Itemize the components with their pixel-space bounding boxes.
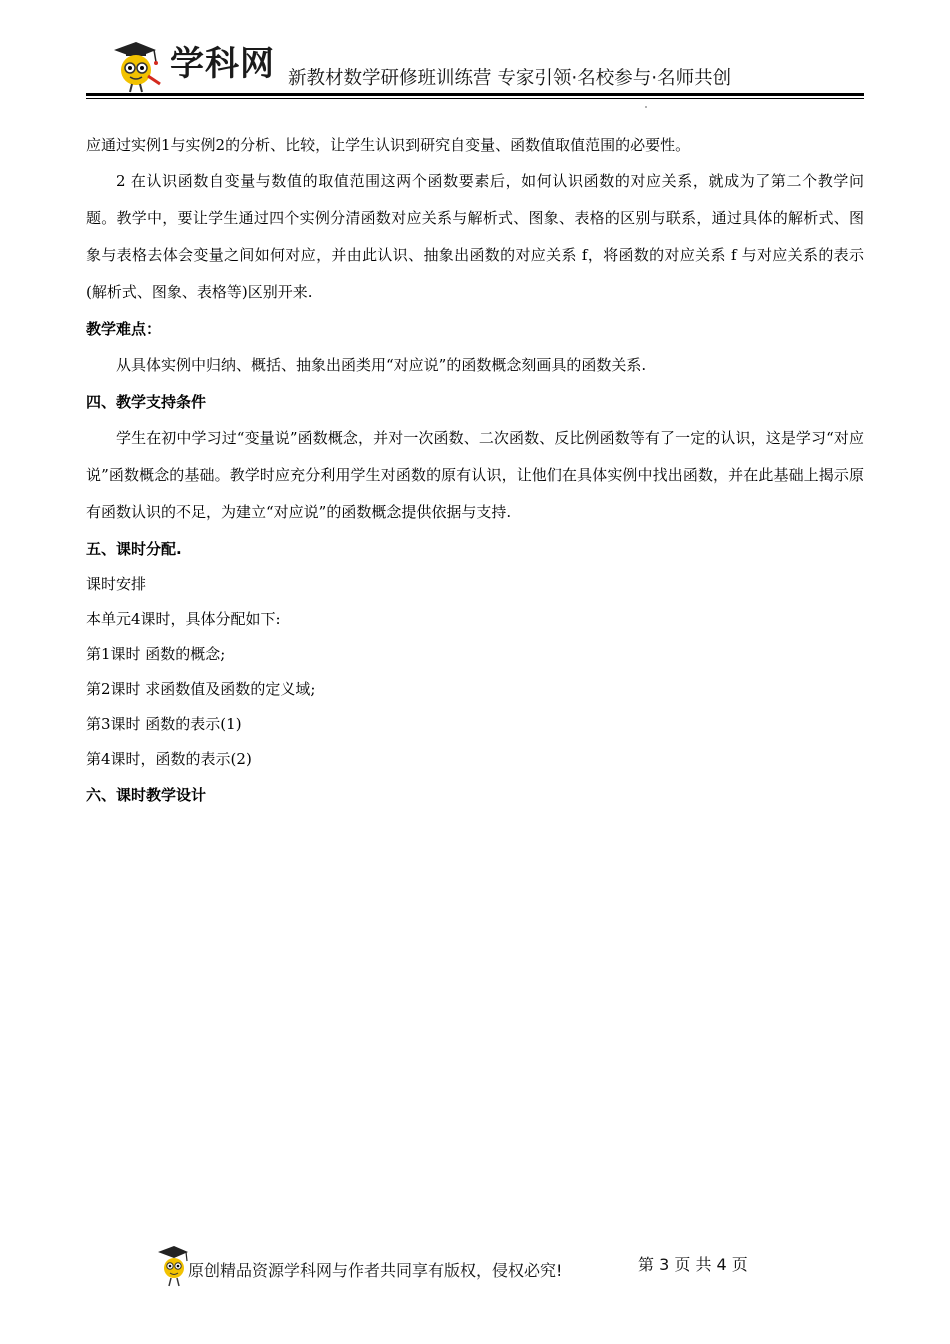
heading-allocation: 五、课时分配. [86,540,182,558]
footer-copyright: 原创精品资源学科网与作者共同享有版权，侵权必究! [188,1261,563,1280]
page-header [86,36,864,100]
document-body [86,127,864,813]
mascot-icon [108,38,170,94]
paragraph-difficulty: 从具体实例中归纳、概括、抽象出函类用“对应说”的函数概念刻画具的函数关系. [116,356,647,374]
lesson-item: 第1课时 函数的概念; [86,645,226,663]
paragraph-support: 学生在初中学习过“变量说”函数概念，并对一次函数、二次函数、反比例函数等有了一定的认识，这是学习“对应说”函数概念的基础。教学时应充分利用学生对函数的原有认识，让他们在具体实例中找出函数，并在此基础上揭示原有函数认识的不足，为建立“对应说”的函数概念提供依据与支持. [86,429,864,521]
lesson-item: 第3课时 函数的表示(1) [86,715,242,733]
logo-text: 学科网 [170,44,275,84]
stray-dot [645,106,647,108]
page-number: 第 3 页 共 4 页 [638,1255,748,1274]
schedule-intro: 本单元4课时，具体分配如下: [86,610,281,628]
heading-support: 四、教学支持条件 [86,393,207,411]
header-tagline: 新教材数学研修班训练营 专家引领·名校参与·名师共创 [288,68,732,89]
paragraph-correspondence: 2 在认识函数自变量与数值的取值范围这两个函数要素后，如何认识函数的对应关系，就成为了第二个教学问题。教学中，要让学生通过四个实例分清函数对应关系与解析式、图象、表格的区别与联系，通过具体的解析式、图象与表格去体会变量之间如何对应，并由此认识、抽象出函数的对应关系 f，将函数的对应关系 f 与对应关系的表示(解析式、图象、表格等)区别开来. [86,172,864,301]
header-rule-thin [86,98,864,99]
lesson-item: 第4课时，函数的表示(2) [86,750,252,768]
page-footer [150,1244,770,1288]
heading-difficulty: 教学难点： [86,320,162,338]
lesson-item: 第2课时 求函数值及函数的定义域; [86,680,316,698]
heading-design: 六、课时教学设计 [86,786,207,804]
header-rule-thick [86,93,864,96]
paragraph-intro: 应通过实例1与实例2的分析、比较，让学生认识到研究自变量、函数值取值范围的必要性。 [86,136,691,154]
schedule-title: 课时安排 [86,575,147,593]
